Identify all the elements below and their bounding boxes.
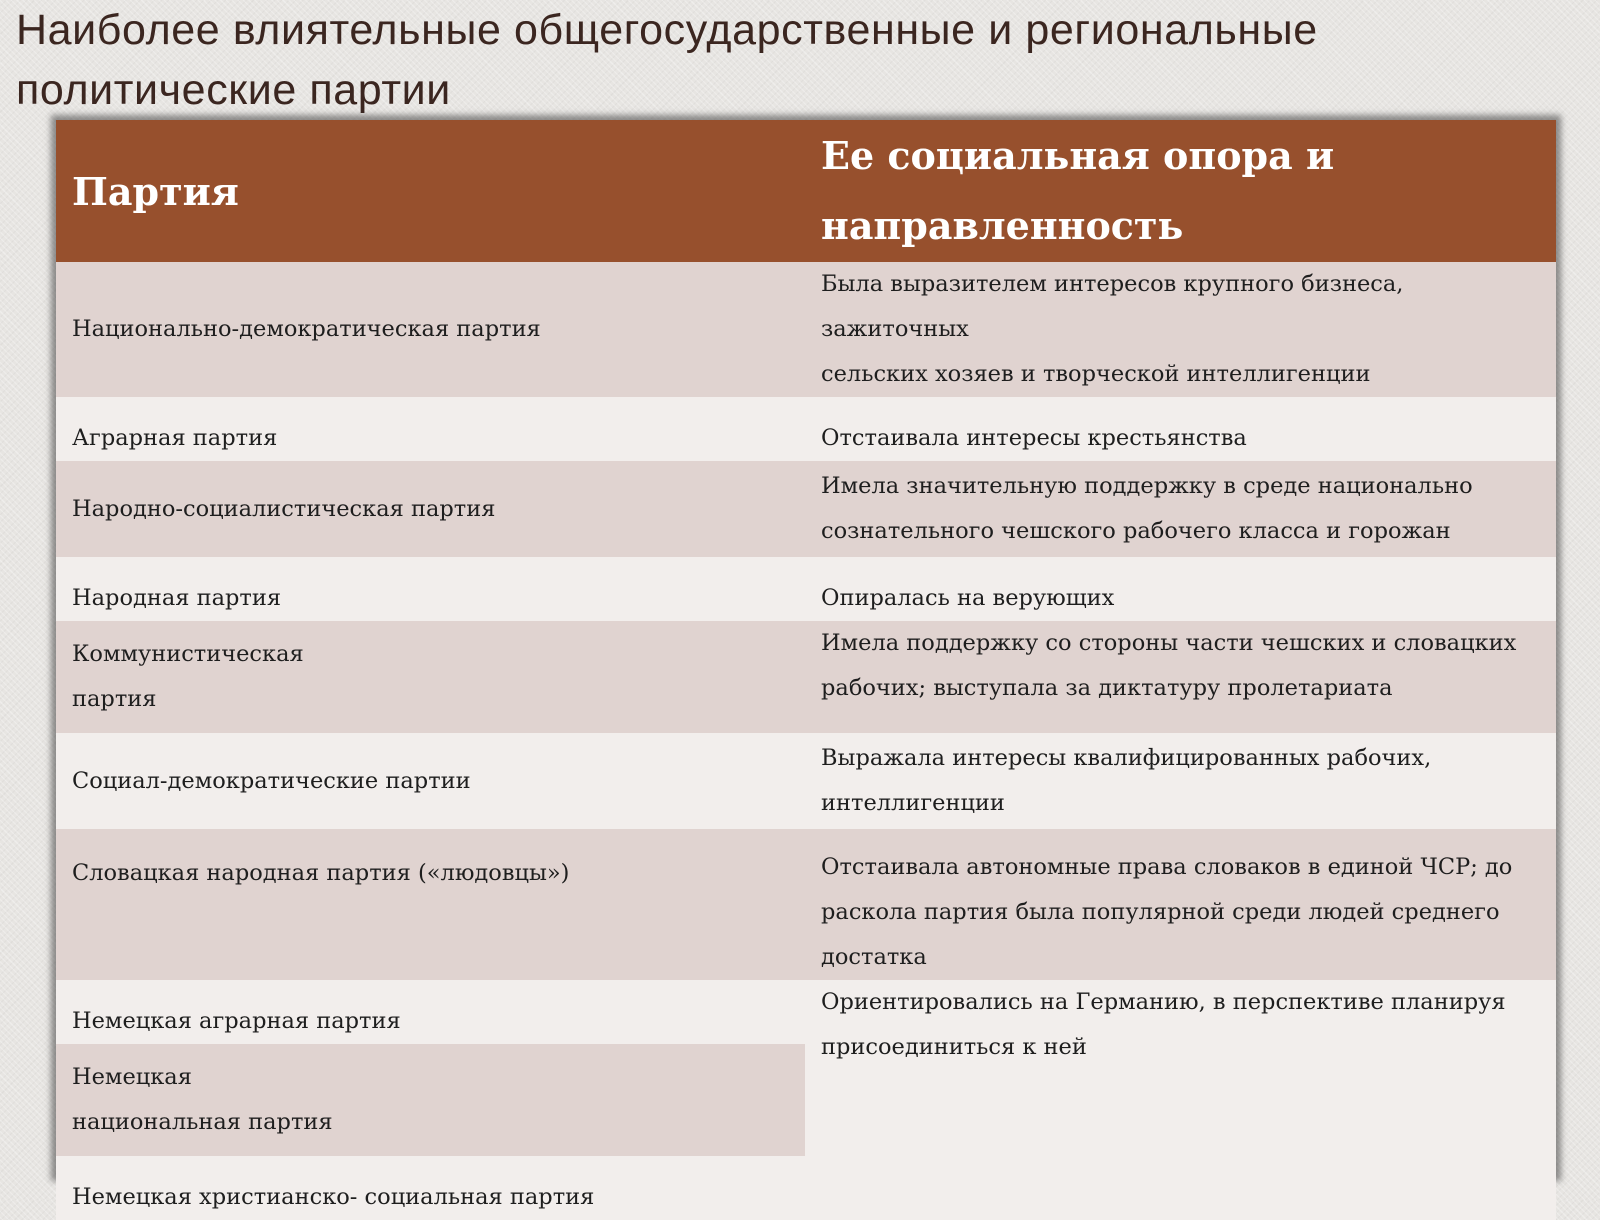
- party-cell: [56, 621, 805, 733]
- support-line: Была выразителем интересов крупного бизнеса, зажиточных: [821, 271, 1404, 342]
- party-cell: Аграрная партия: [56, 397, 805, 461]
- parties-table-frame: [56, 120, 1556, 1210]
- party-cell: [56, 1044, 805, 1156]
- header-support-line-1: Ее социальная опора и: [821, 133, 1335, 178]
- header-support: [805, 120, 1556, 262]
- support-cell: [805, 262, 1556, 397]
- party-cell: Национально-демократическая партия: [56, 262, 805, 397]
- support-cell: [805, 461, 1556, 557]
- table-row: [56, 980, 1556, 1044]
- party-cell: Немецкая аграрная партия: [56, 980, 805, 1044]
- party-line: Коммунистическая: [72, 641, 304, 667]
- support-line: интеллигенции: [821, 790, 1005, 816]
- table-row: [56, 397, 1556, 461]
- table-header-row: [56, 120, 1556, 262]
- party-cell: Словацкая народная партия («людовцы»): [56, 829, 805, 980]
- support-line: Опиралась на верующих: [821, 585, 1115, 611]
- slide-title-line-1: Наиболее влиятельные общегосударственные и региональные: [16, 6, 1318, 54]
- table-row: [56, 733, 1556, 829]
- party-cell: Народно-социалистическая партия: [56, 461, 805, 557]
- support-cell: [805, 980, 1556, 1220]
- party-cell: Немецкая христианско- социальная партия: [56, 1156, 805, 1220]
- support-line: достатка: [821, 944, 927, 970]
- header-party: Партия: [56, 120, 805, 262]
- support-line: присоединиться к ней: [821, 1034, 1087, 1060]
- support-line: Имела поддержку со стороны части чешских и словацких: [821, 630, 1517, 656]
- support-line: сознательного чешского рабочего класса и горожан: [821, 518, 1451, 544]
- support-line: Ориентировались на Германию, в перспективе планируя: [821, 989, 1506, 1015]
- support-line: раскола партия была популярной среди людей среднего: [821, 899, 1500, 925]
- support-cell: [805, 733, 1556, 829]
- table-row: [56, 262, 1556, 397]
- party-line: национальная партия: [72, 1109, 333, 1135]
- table-row: [56, 829, 1556, 980]
- table-row: [56, 621, 1556, 733]
- party-line: партия: [72, 686, 157, 712]
- support-cell: [805, 621, 1556, 733]
- support-line: сельских хозяев и творческой интеллигенции: [821, 361, 1371, 387]
- support-line: Имела значительную поддержку в среде национально: [821, 473, 1473, 499]
- party-cell: Социал-демократические партии: [56, 733, 805, 829]
- parties-table: [56, 120, 1556, 1220]
- slide-title-line-2: политические партии: [16, 66, 451, 114]
- support-cell: [805, 557, 1556, 621]
- support-cell: [805, 397, 1556, 461]
- table-row: [56, 461, 1556, 557]
- table-row: [56, 557, 1556, 621]
- support-line: рабочих; выступала за диктатуру пролетариата: [821, 675, 1393, 701]
- slide-title: [16, 0, 1476, 120]
- party-line: Немецкая: [72, 1064, 192, 1090]
- support-cell: [805, 829, 1556, 980]
- support-line: Выражала интересы квалифицированных рабочих,: [821, 745, 1432, 771]
- support-line: Отстаивала автономные права словаков в единой ЧСР; до: [821, 854, 1513, 880]
- header-support-line-2: направленность: [821, 203, 1184, 248]
- party-cell: Народная партия: [56, 557, 805, 621]
- support-line: Отстаивала интересы крестьянства: [821, 425, 1247, 451]
